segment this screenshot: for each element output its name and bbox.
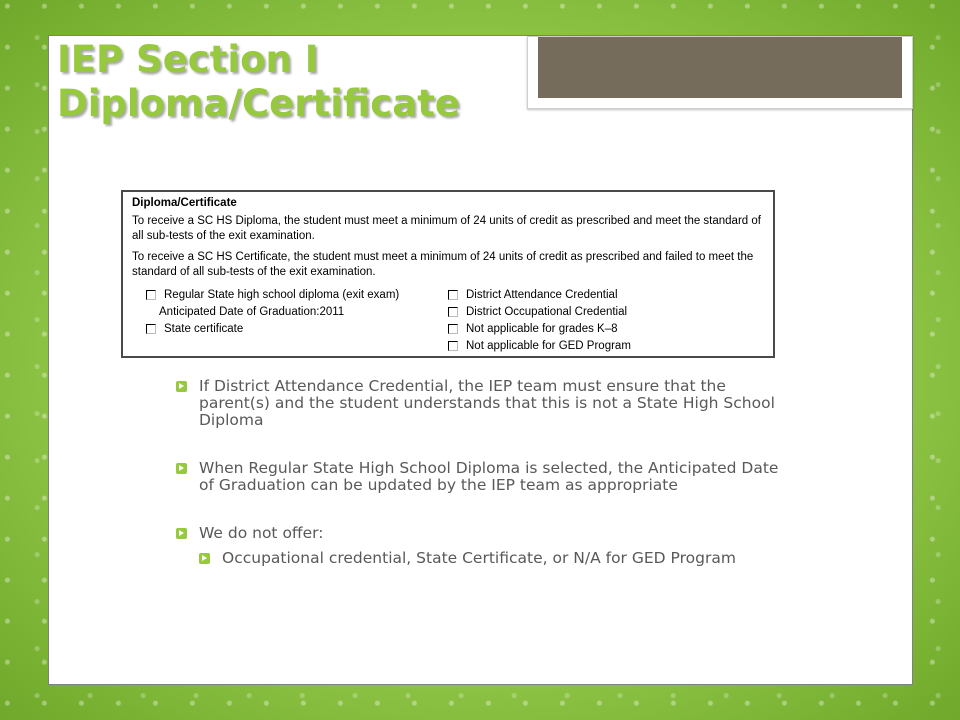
option-label: Not applicable for GED Program	[466, 339, 631, 352]
anticipated-graduation-date	[132, 303, 442, 320]
header-tab-fill	[538, 37, 902, 98]
form-heading: Diploma/Certificate	[132, 197, 237, 209]
checkbox-icon[interactable]	[448, 341, 458, 351]
bullet-list	[176, 378, 796, 598]
option-district-occupational[interactable]	[442, 303, 752, 320]
bullet-arrow-icon	[176, 381, 187, 392]
option-state-certificate[interactable]	[132, 320, 442, 337]
header-tab	[527, 36, 913, 109]
option-label: Anticipated Date of Graduation:2011	[159, 305, 345, 318]
bullet-item	[176, 460, 796, 494]
bullet-item	[176, 378, 796, 429]
bullet-arrow-icon	[176, 463, 187, 474]
form-options	[132, 286, 764, 354]
form-certificate-text: To receive a SC HS Certificate, the student must meet a minimum of 24 units of credit as prescribed and failed to meet the standard of all sub-tests of the exit examination.	[132, 251, 754, 278]
bullet-item	[176, 525, 796, 542]
form-diploma-text: To receive a SC HS Diploma, the student must meet a minimum of 24 units of credit as prescribed and meet the standard of all sub-tests of the exit examination.	[132, 215, 761, 242]
bullet-arrow-icon	[176, 528, 187, 539]
option-label: Regular State high school diploma (exit exam)	[164, 288, 400, 301]
bullet-text: We do not offer:	[199, 524, 324, 542]
slide-title	[57, 38, 460, 126]
option-label: State certificate	[164, 322, 244, 335]
checkbox-icon[interactable]	[448, 307, 458, 317]
option-regular-diploma[interactable]	[132, 286, 442, 303]
sub-bullet-item	[199, 550, 796, 567]
checkbox-icon[interactable]	[146, 324, 156, 334]
option-district-attendance[interactable]	[442, 286, 752, 303]
option-label: District Occupational Credential	[466, 305, 628, 318]
checkbox-icon[interactable]	[146, 290, 156, 300]
sub-bullet-text: Occupational credential, State Certificate, or N/A for GED Program	[222, 549, 736, 567]
form-options-right	[442, 286, 752, 354]
bullet-arrow-icon	[199, 553, 210, 564]
option-label: Not applicable for grades K–8	[466, 322, 618, 335]
bullet-text: When Regular State High School Diploma is selected, the Anticipated Date of Graduation can be updated by the IEP team as appropriate	[199, 459, 779, 494]
option-label: District Attendance Credential	[466, 288, 618, 301]
sub-bullet-list	[176, 550, 796, 567]
title-line-2: Diploma/Certificate	[57, 82, 460, 125]
bullet-text: If District Attendance Credential, the IEP team must ensure that the parent(s) and the student understands that this is not a State High School Diploma	[199, 377, 775, 429]
form-options-left	[132, 286, 442, 354]
checkbox-icon[interactable]	[448, 290, 458, 300]
checkbox-icon[interactable]	[448, 324, 458, 334]
option-na-ged[interactable]	[442, 337, 752, 354]
option-na-k8[interactable]	[442, 320, 752, 337]
diploma-form-screenshot	[121, 190, 775, 358]
title-line-1: IEP Section I	[57, 38, 319, 81]
